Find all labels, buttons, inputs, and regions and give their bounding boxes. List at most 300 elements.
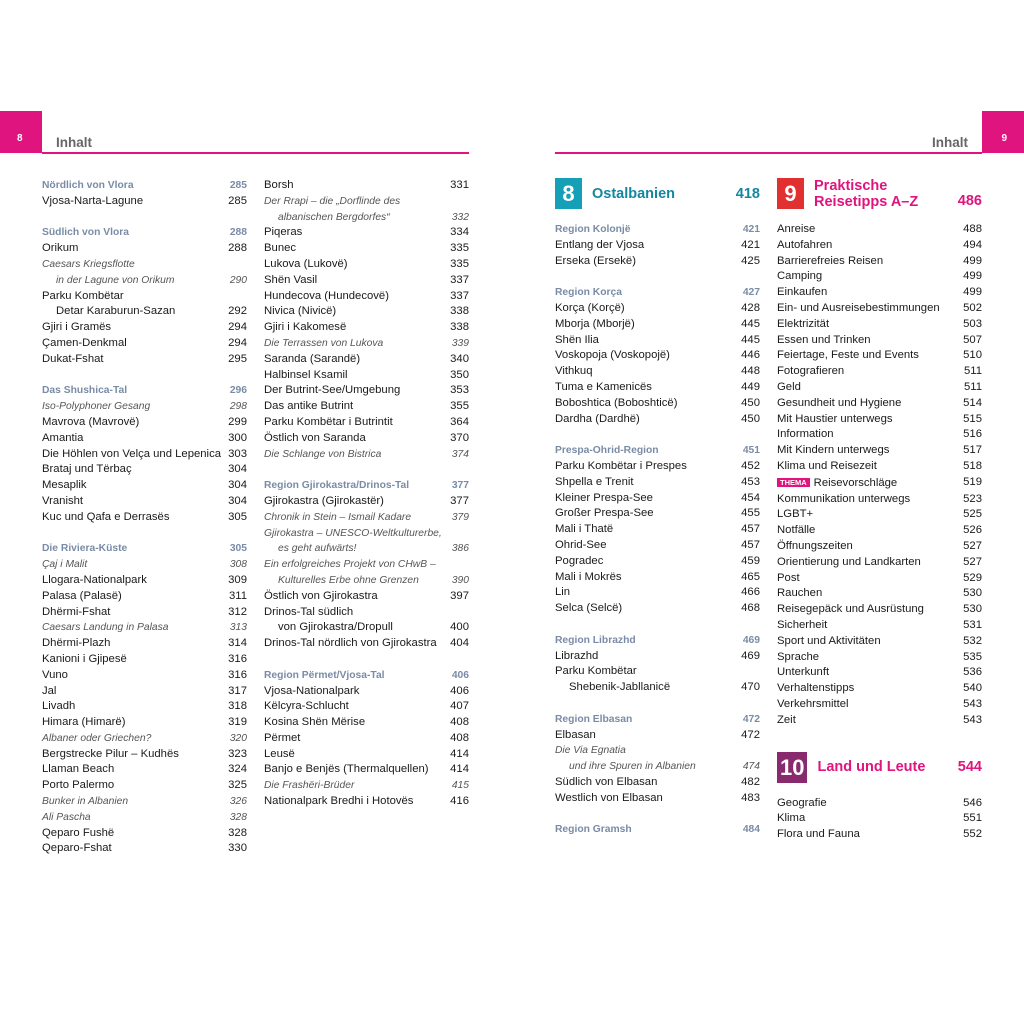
toc-sidebar-entry[interactable]	[42, 257, 247, 273]
toc-entry[interactable]	[777, 555, 982, 571]
toc-spacer	[264, 462, 469, 478]
toc-entry-page: 551	[963, 812, 982, 825]
toc-entry-page: 449	[741, 380, 760, 393]
toc-entry-title	[777, 827, 959, 843]
toc-entry-page: 374	[451, 448, 469, 460]
toc-entry-page: 337	[450, 289, 469, 302]
toc-entry-title	[555, 633, 739, 649]
toc-entry[interactable]	[264, 383, 469, 399]
toc-entry[interactable]	[555, 475, 760, 491]
toc-entry-text: Sicherheit	[777, 618, 828, 631]
chapter-number-9: 9	[777, 178, 804, 209]
toc-entry-title	[264, 289, 446, 305]
toc-entry[interactable]	[777, 602, 982, 618]
toc-entry-text: Prespa-Ohrid-Region	[555, 445, 659, 457]
toc-region-heading[interactable]	[264, 478, 469, 494]
toc-entry-title	[42, 778, 224, 794]
toc-entry[interactable]	[42, 841, 247, 857]
toc-entry[interactable]	[264, 762, 469, 778]
toc-entry[interactable]	[264, 225, 469, 241]
toc-entry-text: Mesaplik	[42, 479, 87, 492]
toc-entry[interactable]	[264, 257, 469, 273]
toc-sidebar-entry[interactable]	[264, 541, 469, 557]
toc-entry[interactable]	[42, 715, 247, 731]
toc-entry[interactable]	[555, 254, 760, 270]
toc-sidebar-entry[interactable]	[264, 336, 469, 352]
toc-entry[interactable]	[42, 747, 247, 763]
toc-entry[interactable]	[555, 348, 760, 364]
toc-entry[interactable]	[264, 241, 469, 257]
toc-entry-title	[555, 412, 737, 428]
toc-entry[interactable]	[264, 747, 469, 763]
toc-entry[interactable]	[264, 699, 469, 715]
toc-entry-text: Vranisht	[42, 494, 84, 507]
toc-region-heading[interactable]	[555, 443, 760, 459]
toc-entry-page: 350	[450, 368, 469, 381]
toc-entry[interactable]	[555, 775, 760, 791]
toc-entry-page: 445	[741, 333, 760, 346]
toc-entry[interactable]	[777, 269, 982, 285]
toc-entry-page: 427	[742, 287, 760, 299]
toc-entry[interactable]	[555, 380, 760, 396]
toc-entry[interactable]	[555, 728, 760, 744]
toc-entry-title	[264, 336, 448, 352]
toc-entry-page: 353	[450, 384, 469, 397]
toc-entry[interactable]	[555, 412, 760, 428]
toc-entry-text: Borsh	[264, 179, 294, 191]
toc-entry-title	[777, 602, 959, 618]
toc-entry[interactable]	[264, 399, 469, 415]
toc-entry[interactable]	[777, 254, 982, 270]
toc-entry-text: Erseka (Ersekë)	[555, 254, 636, 267]
toc-entry[interactable]	[777, 492, 982, 508]
toc-entry-text: Barrierefreies Reisen	[777, 254, 884, 267]
toc-entry-text: Parku Kombëtar i Butrintit	[264, 415, 393, 428]
toc-entry-title	[264, 747, 446, 763]
toc-entry[interactable]	[264, 715, 469, 731]
toc-entry[interactable]	[555, 333, 760, 349]
toc-entry[interactable]	[42, 826, 247, 842]
toc-entry-text: Gjirokastra – UNESCO-Weltkulturerbe,	[264, 527, 442, 539]
toc-entry[interactable]	[264, 289, 469, 305]
toc-entry[interactable]	[42, 289, 247, 305]
toc-entry-title	[555, 317, 737, 333]
toc-entry-text: Leusë	[264, 747, 295, 760]
toc-sidebar-entry[interactable]	[264, 557, 469, 573]
toc-entry-text: Gesundheit und Hygiene	[777, 396, 902, 409]
toc-entry-page: 292	[228, 305, 247, 318]
toc-entry[interactable]	[42, 684, 247, 700]
toc-entry[interactable]	[42, 589, 247, 605]
toc-entry-text: Korça (Korçë)	[555, 301, 625, 314]
toc-entry-page: 323	[228, 747, 247, 760]
toc-entry[interactable]	[555, 317, 760, 333]
toc-entry[interactable]	[555, 238, 760, 254]
toc-entry-page: 517	[963, 444, 982, 457]
toc-entry[interactable]	[42, 241, 247, 257]
toc-entry-text: LGBT+	[777, 508, 814, 521]
toc-entry-page: 526	[963, 524, 982, 537]
toc-entry[interactable]	[777, 333, 982, 349]
toc-entry[interactable]	[264, 684, 469, 700]
toc-entry-title	[264, 541, 448, 557]
toc-entry[interactable]	[555, 570, 760, 586]
chapter-number-10: 10	[777, 752, 807, 783]
toc-entry-title	[777, 348, 959, 364]
toc-entry-title	[42, 352, 224, 368]
chapter-title-9	[814, 178, 958, 210]
toc-entry[interactable]	[777, 650, 982, 666]
toc-entry[interactable]	[264, 589, 469, 605]
toc-entry-text: Voskopoja (Voskopojë)	[555, 349, 670, 362]
chapter-heading-8[interactable]	[555, 178, 760, 209]
toc-entry-text: Kleiner Prespa-See	[555, 491, 653, 504]
toc-entry-page: 330	[228, 842, 247, 855]
toc-entry[interactable]	[264, 431, 469, 447]
toc-entry-title	[264, 447, 448, 463]
toc-entry[interactable]	[777, 459, 982, 475]
toc-entry-title	[264, 257, 446, 273]
chapter-title-10: Land und Leute	[817, 759, 926, 775]
toc-sidebar-entry[interactable]	[264, 194, 469, 210]
toc-region-heading[interactable]	[264, 668, 469, 684]
toc-sidebar-entry[interactable]	[264, 447, 469, 463]
toc-entry-page: 294	[228, 321, 247, 334]
toc-sidebar-entry[interactable]	[42, 557, 247, 573]
toc-column-1	[42, 178, 247, 857]
toc-entry-title	[555, 443, 739, 459]
toc-entry-title	[777, 811, 959, 827]
toc-entry-text: Selca (Selcë)	[555, 602, 623, 615]
toc-entry[interactable]	[42, 478, 247, 494]
toc-entry[interactable]	[42, 652, 247, 668]
toc-entry-page: 316	[228, 668, 247, 681]
toc-entry-text: Information	[777, 428, 834, 441]
toc-entry-page: 334	[450, 226, 469, 239]
toc-entry-page: 290	[229, 274, 247, 286]
toc-entry-page: 338	[450, 305, 469, 318]
toc-entry[interactable]	[42, 778, 247, 794]
toc-entry-title	[555, 759, 739, 775]
toc-sidebar-entry[interactable]	[264, 510, 469, 526]
toc-entry-text: Porto Palermo	[42, 779, 115, 792]
toc-entry[interactable]	[264, 368, 469, 384]
toc-entry-text: Qeparo-Fshat	[42, 842, 112, 855]
toc-entry[interactable]	[264, 636, 469, 652]
chapter-heading-10[interactable]	[777, 752, 982, 783]
toc-entry-text: Boboshtica (Boboshticë)	[555, 396, 678, 409]
toc-sidebar-entry[interactable]	[42, 399, 247, 415]
toc-entry[interactable]	[264, 731, 469, 747]
toc-entry-text: Nördlich von Vlora	[42, 180, 134, 191]
toc-entry[interactable]	[777, 301, 982, 317]
toc-entry-page: 428	[741, 301, 760, 314]
toc-entry-page: 377	[451, 480, 469, 492]
toc-entry-text: Parku Kombëtar	[555, 665, 637, 678]
toc-entry-page: 503	[963, 317, 982, 330]
toc-column-2	[264, 178, 469, 810]
toc-region-heading[interactable]	[42, 541, 247, 557]
toc-entry[interactable]	[42, 336, 247, 352]
toc-entry[interactable]	[42, 194, 247, 210]
toc-entry[interactable]	[555, 680, 760, 696]
toc-entry[interactable]	[264, 178, 469, 194]
toc-entry-text: Gjiri i Kakomesë	[264, 321, 347, 334]
toc-entry-page: 472	[742, 713, 760, 725]
toc-entry-page: 552	[963, 828, 982, 841]
toc-entry[interactable]	[777, 827, 982, 843]
toc-entry-text: Vithkuq	[555, 365, 593, 378]
toc-entry[interactable]	[264, 794, 469, 810]
toc-entry[interactable]	[555, 649, 760, 665]
toc-entry[interactable]	[777, 412, 982, 428]
toc-entry[interactable]	[555, 522, 760, 538]
toc-entry-text: Kanioni i Gjipesë	[42, 652, 127, 665]
toc-entry[interactable]	[777, 443, 982, 459]
toc-entry[interactable]	[777, 681, 982, 697]
toc-entry[interactable]	[42, 762, 247, 778]
toc-entry[interactable]	[555, 601, 760, 617]
toc-entry-title	[42, 415, 224, 431]
toc-sidebar-entry[interactable]	[555, 743, 760, 759]
toc-entry[interactable]	[555, 538, 760, 554]
toc-entry[interactable]	[777, 586, 982, 602]
toc-entry[interactable]	[555, 396, 760, 412]
toc-entry[interactable]	[777, 317, 982, 333]
toc-entry-title	[264, 684, 446, 700]
toc-entry-title	[264, 636, 446, 652]
toc-entry[interactable]	[264, 352, 469, 368]
toc-entry-title	[264, 399, 446, 415]
toc-entry-title	[555, 664, 756, 680]
toc-entry[interactable]	[555, 791, 760, 807]
toc-entry-title	[42, 826, 224, 842]
toc-entry-page: 314	[228, 637, 247, 650]
running-header-left: Inhalt	[56, 135, 92, 150]
toc-entry[interactable]	[264, 304, 469, 320]
toc-entry[interactable]	[555, 506, 760, 522]
chapter-title-8: Ostalbanien	[592, 185, 675, 202]
toc-entry-text: Piqeras	[264, 226, 303, 239]
toc-entry[interactable]	[264, 273, 469, 289]
toc-entry[interactable]	[42, 605, 247, 621]
toc-entry-text: Vjosa-Nationalpark	[264, 684, 360, 697]
toc-entry[interactable]	[777, 571, 982, 587]
toc-entry-page: 531	[963, 618, 982, 631]
toc-entry-title	[555, 680, 737, 696]
toc-entry-page: 316	[228, 652, 247, 665]
toc-entry[interactable]	[42, 699, 247, 715]
toc-entry-title	[555, 285, 739, 301]
toc-entry-text: Jal	[42, 684, 57, 697]
toc-entry[interactable]	[777, 634, 982, 650]
toc-sidebar-entry[interactable]	[264, 778, 469, 794]
toc-region-heading[interactable]	[555, 285, 760, 301]
toc-entry[interactable]	[42, 415, 247, 431]
toc-entry[interactable]	[555, 664, 760, 680]
toc-entry-title	[42, 494, 224, 510]
toc-sidebar-entry[interactable]	[42, 731, 247, 747]
toc-entry[interactable]	[777, 364, 982, 380]
toc-entry-text: Parku Kombëtar	[42, 289, 124, 302]
toc-entry[interactable]	[555, 585, 760, 601]
toc-entry[interactable]	[42, 304, 247, 320]
chapter-10-entries	[777, 796, 982, 843]
toc-entry[interactable]	[777, 697, 982, 713]
toc-entry-text: Camping	[777, 270, 823, 283]
toc-entry[interactable]	[777, 380, 982, 396]
toc-entry[interactable]	[42, 320, 247, 336]
toc-entry-page: 400	[450, 621, 469, 634]
toc-entry-page: 453	[741, 475, 760, 488]
toc-entry-text: Post	[777, 571, 800, 584]
toc-entry[interactable]	[555, 554, 760, 570]
toc-sidebar-entry[interactable]	[42, 794, 247, 810]
toc-entry[interactable]	[777, 523, 982, 539]
toc-entry[interactable]	[555, 491, 760, 507]
toc-entry[interactable]	[42, 573, 247, 589]
toc-entry[interactable]	[264, 605, 469, 621]
toc-entry[interactable]	[555, 364, 760, 380]
toc-entry-text: Anreise	[777, 223, 816, 235]
toc-entry[interactable]	[42, 668, 247, 684]
toc-sidebar-entry[interactable]	[42, 273, 247, 289]
toc-entry-title	[42, 541, 226, 557]
toc-entry[interactable]	[777, 811, 982, 827]
toc-entry-title	[555, 491, 737, 507]
toc-entry[interactable]	[42, 494, 247, 510]
page-number-left: 8	[17, 133, 23, 144]
toc-entry-title	[42, 399, 226, 415]
toc-entry-title	[264, 225, 446, 241]
chapter-9-entries	[777, 222, 982, 729]
toc-entry-page: 308	[229, 559, 247, 571]
toc-sidebar-entry[interactable]	[264, 573, 469, 589]
toc-entry[interactable]	[42, 352, 247, 368]
toc-entry-page: 530	[963, 587, 982, 600]
toc-entry-text: Këlcyra-Schlucht	[264, 700, 349, 713]
toc-entry-page: 525	[963, 508, 982, 521]
toc-entry[interactable]	[555, 301, 760, 317]
toc-entry[interactable]	[777, 713, 982, 729]
toc-entry-title	[42, 684, 224, 700]
toc-entry-page: 407	[450, 700, 469, 713]
toc-entry-page: 499	[963, 270, 982, 283]
toc-sidebar-entry[interactable]	[264, 526, 469, 542]
toc-entry-text: Bergstrecke Pilur – Kudhës	[42, 747, 179, 760]
toc-region-heading[interactable]	[555, 222, 760, 238]
toc-region-heading[interactable]	[555, 712, 760, 728]
chapter-title-9-line2: Reisetipps A–Z	[814, 193, 919, 210]
toc-entry[interactable]	[42, 431, 247, 447]
toc-entry-page: 499	[963, 254, 982, 267]
toc-entry-text: Vuno	[42, 668, 68, 681]
toc-entry-text: Flora und Fauna	[777, 828, 860, 841]
toc-entry-title	[777, 427, 959, 443]
running-header-right: Inhalt	[932, 135, 968, 150]
toc-entry-text: Großer Prespa-See	[555, 507, 654, 520]
toc-entry-title	[264, 762, 446, 778]
toc-entry-text: Kuc und Qafa e Derrasës	[42, 510, 170, 523]
page-number-tab-left	[0, 111, 42, 153]
page-number-right: 9	[1001, 133, 1007, 144]
toc-entry-text: Nivica (Nivicë)	[264, 305, 337, 318]
toc-entry-text: Çamen-Denkmal	[42, 336, 127, 349]
toc-sidebar-entry[interactable]	[42, 810, 247, 826]
chapter-heading-9[interactable]	[777, 178, 982, 209]
toc-sidebar-entry[interactable]	[555, 759, 760, 775]
toc-entry-text: Bunec	[264, 242, 297, 255]
toc-entry-text: Himara (Himarë)	[42, 716, 126, 729]
toc-entry-text: Brataj und Tërbaç	[42, 463, 132, 476]
toc-entry-page: 304	[228, 494, 247, 507]
toc-entry[interactable]	[777, 796, 982, 812]
toc-entry-title	[264, 573, 448, 589]
toc-entry-page: 305	[229, 543, 247, 555]
toc-region-heading[interactable]	[555, 822, 760, 838]
toc-entry-text: Der Butrint-See/Umgebung	[264, 384, 401, 397]
toc-entry-title	[777, 618, 959, 634]
toc-region-heading[interactable]	[555, 633, 760, 649]
toc-entry-page: 543	[963, 697, 982, 710]
toc-region-heading[interactable]	[42, 225, 247, 241]
toc-entry[interactable]	[264, 415, 469, 431]
toc-entry[interactable]	[777, 539, 982, 555]
toc-entry[interactable]	[777, 285, 982, 301]
toc-entry-page: 470	[741, 681, 760, 694]
toc-entry-page: 450	[741, 412, 760, 425]
toc-entry[interactable]	[42, 462, 247, 478]
toc-entry-title	[777, 634, 959, 650]
toc-entry[interactable]	[777, 427, 982, 443]
toc-entry[interactable]	[777, 618, 982, 634]
toc-entry-page: 516	[963, 428, 982, 441]
toc-entry[interactable]	[42, 447, 247, 463]
toc-entry[interactable]	[264, 620, 469, 636]
toc-entry-text: Sprache	[777, 650, 820, 663]
toc-entry[interactable]	[555, 459, 760, 475]
toc-entry-page: 535	[963, 650, 982, 663]
toc-entry[interactable]	[777, 396, 982, 412]
toc-entry[interactable]	[42, 636, 247, 652]
toc-entry-page: 331	[450, 179, 469, 191]
toc-entry-page: 404	[450, 637, 469, 650]
toc-region-heading[interactable]	[42, 178, 247, 194]
toc-entry[interactable]	[777, 507, 982, 523]
toc-entry[interactable]	[777, 222, 982, 238]
toc-entry-title	[264, 178, 446, 194]
toc-entry-title	[42, 731, 226, 747]
toc-entry-title	[42, 257, 243, 273]
toc-entry[interactable]	[42, 510, 247, 526]
toc-entry-page: 468	[741, 602, 760, 615]
toc-entry[interactable]	[264, 494, 469, 510]
toc-entry[interactable]	[777, 348, 982, 364]
toc-entry-page: 459	[741, 554, 760, 567]
toc-entry-title	[777, 555, 959, 571]
toc-sidebar-entry[interactable]	[264, 210, 469, 226]
toc-region-heading[interactable]	[42, 383, 247, 399]
toc-entry-page: 448	[741, 365, 760, 378]
toc-entry[interactable]	[777, 238, 982, 254]
toc-entry-page: 414	[450, 747, 469, 760]
toc-entry[interactable]	[777, 475, 982, 492]
toc-entry-title	[264, 715, 446, 731]
toc-entry-page: 536	[963, 666, 982, 679]
toc-entry[interactable]	[777, 665, 982, 681]
toc-sidebar-entry[interactable]	[42, 620, 247, 636]
toc-entry[interactable]	[264, 320, 469, 336]
